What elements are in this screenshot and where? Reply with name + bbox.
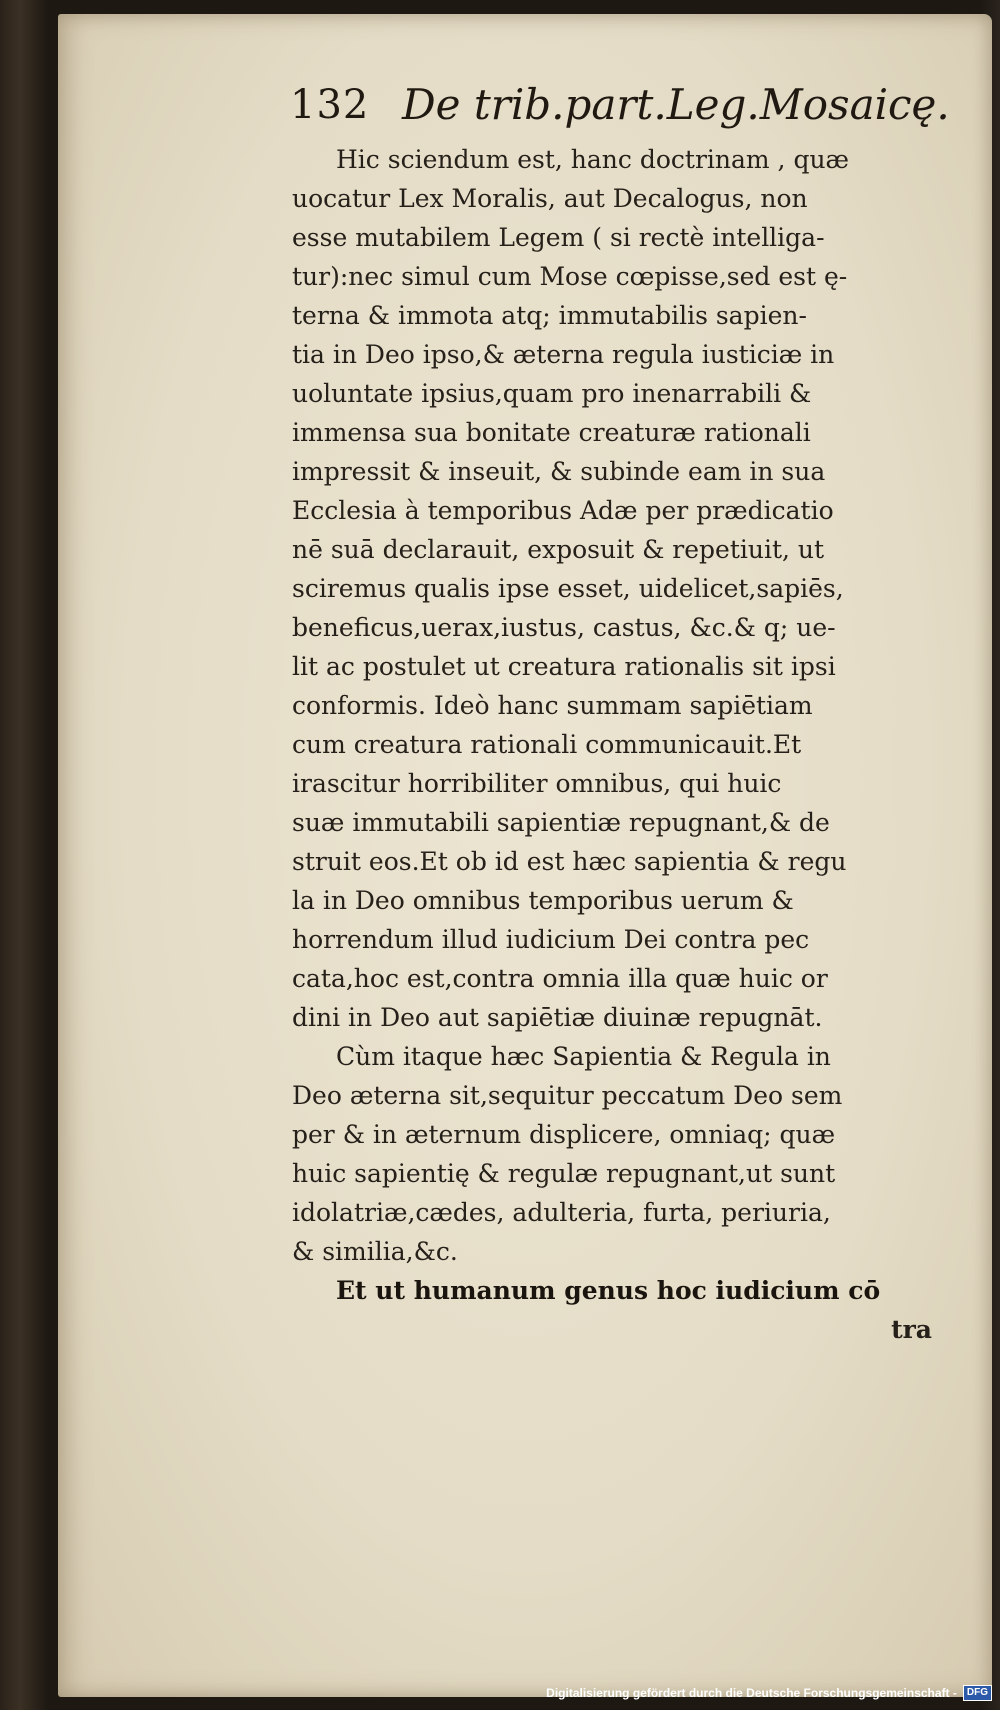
text-line: Cùm itaque hæc Sapientia & Regula in bbox=[336, 1042, 831, 1071]
text-line: immensa sua bonitate creaturæ rationali bbox=[292, 418, 811, 447]
text-line: tia in Deo ipso,& æterna regula iusticiæ in bbox=[292, 340, 835, 369]
text-line: beneficus,uerax,iustus, castus, &c.& q; ue- bbox=[292, 613, 836, 642]
page-header bbox=[290, 76, 950, 136]
body-text bbox=[292, 140, 942, 1349]
text-line: struit eos.Et ob id est hæc sapientia & regu bbox=[292, 847, 847, 876]
running-head: De trib.part.Leg.Mosaicę. bbox=[402, 80, 950, 129]
dfg-logo: DFG bbox=[963, 1685, 992, 1701]
text-line: la in Deo omnibus temporibus uerum & bbox=[292, 886, 794, 915]
text-line: nē suā declarauit, exposuit & repetiuit, ut bbox=[292, 535, 825, 564]
text-line: lit ac postulet ut creatura rationalis sit ipsi bbox=[292, 652, 836, 681]
text-line: impressit & inseuit, & subinde eam in sua bbox=[292, 457, 826, 486]
catchword: tra bbox=[891, 1315, 932, 1344]
text-line: conformis. Ideò hanc summam sapiētiam bbox=[292, 691, 813, 720]
text-line: Hic sciendum est, hanc doctrinam , quæ bbox=[336, 145, 850, 174]
text-line: dini in Deo aut sapiētiæ diuinæ repugnāt. bbox=[292, 1003, 823, 1032]
text-line: huic sapientię & regulæ repugnant,ut sunt bbox=[292, 1159, 836, 1188]
text-line: per & in æternum displicere, omniaq; quæ bbox=[292, 1120, 836, 1149]
text-line: Ecclesia à temporibus Adæ per prædicatio bbox=[292, 496, 834, 525]
text-line: suæ immutabili sapientiæ repugnant,& de bbox=[292, 808, 830, 837]
page-number: 132 bbox=[290, 82, 370, 128]
text-line: sciremus qualis ipse esset, uidelicet,sapiēs, bbox=[292, 574, 844, 603]
text-line: cum creatura rationali communicauit.Et bbox=[292, 730, 802, 759]
text-line: uoluntate ipsius,quam pro inenarrabili & bbox=[292, 379, 812, 408]
text-line: horrendum illud iudicium Dei contra pec bbox=[292, 925, 810, 954]
credit-text: Digitalisierung gefördert durch die Deutsche Forschungsgemeinschaft - bbox=[546, 1686, 957, 1700]
text-line: terna & immota atq; immutabilis sapien- bbox=[292, 301, 807, 330]
text-line: uocatur Lex Moralis, aut Decalogus, non bbox=[292, 184, 808, 213]
text-line: Deo æterna sit,sequitur peccatum Deo sem bbox=[292, 1081, 843, 1110]
text-line: cata,hoc est,contra omnia illa quæ huic or bbox=[292, 964, 828, 993]
text-line: & similia,&c. bbox=[292, 1237, 458, 1266]
text-line: Et ut humanum genus hoc iudicium cō bbox=[336, 1276, 881, 1305]
text-line: irascitur horribiliter omnibus, qui huic bbox=[292, 769, 782, 798]
text-line: idolatriæ,cædes, adulteria, furta, periuria, bbox=[292, 1198, 831, 1227]
digitization-credit bbox=[546, 1684, 992, 1702]
text-line: tur):nec simul cum Mose cœpisse,sed est ę- bbox=[292, 262, 848, 291]
text-line: esse mutabilem Legem ( si rectè intelliga- bbox=[292, 223, 825, 252]
